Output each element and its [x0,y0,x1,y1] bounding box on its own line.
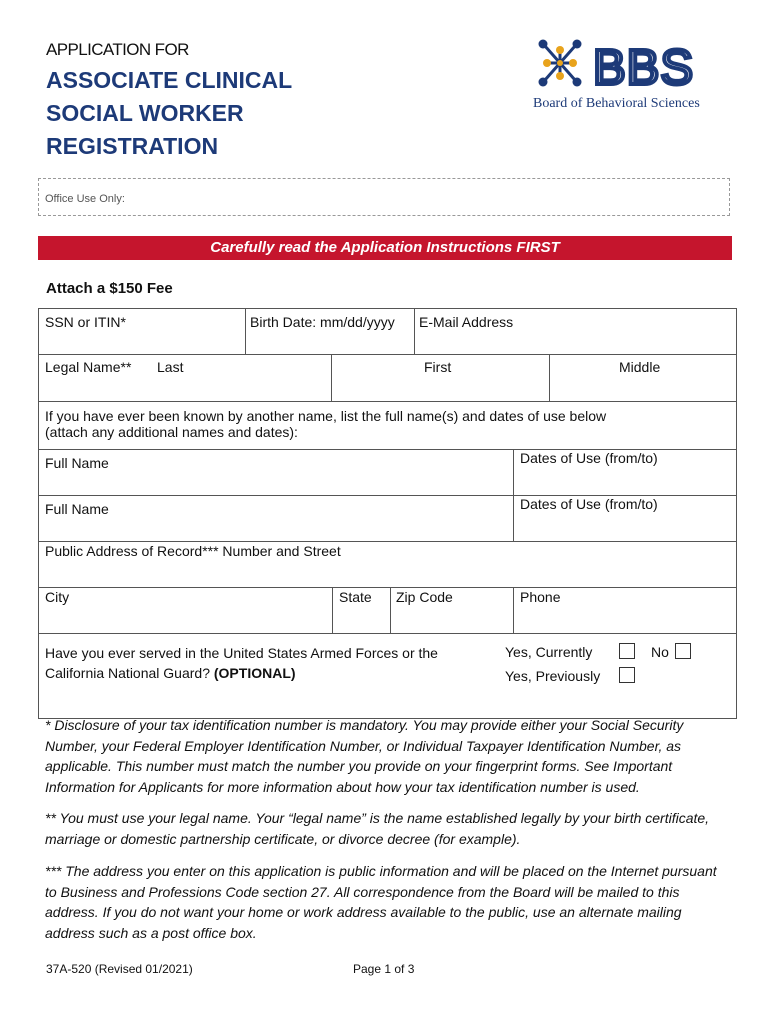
phone-field[interactable]: Phone [520,589,561,605]
title-line-1: ASSOCIATE CLINICAL [46,67,293,93]
yes-currently-checkbox[interactable] [619,643,635,659]
note-legal-name: ** You must use your legal name. Your “legal name” is the name established legally by your birth certificate, marriage or domestic partnership certificate, or divorce decree (for example). [45,810,710,847]
page-number: Page 1 of 3 [353,962,415,976]
military-question [45,643,438,683]
other-names-line-2: (attach any additional names and dates): [45,424,298,440]
form-id: 37A-520 (Revised 01/2021) [46,962,193,976]
full-name-2-field[interactable]: Full Name [45,501,109,517]
military-question-line-2: California National Guard? [45,665,210,681]
yes-previously-label: Yes, Previously [505,668,601,684]
no-checkbox[interactable] [675,643,691,659]
yes-currently-label: Yes, Currently [505,644,593,660]
note-public-address: *** The address you enter on this application is public information and will be placed on the Internet pursuant to Business and Professions Code section 27. All correspondence from the Board will be mailed to this address. If you do not want your home or work address available to the public, use an alternate mailing address such as a post office box. [45,863,717,941]
yes-previously-checkbox[interactable] [619,667,635,683]
legal-name-label: Legal Name** [45,359,132,375]
optional-label: (OPTIONAL) [213,665,296,681]
address-field[interactable]: Public Address of Record*** Number and Street [45,543,341,559]
fee-heading: Attach a $150 Fee [46,280,173,297]
page-title [46,64,292,163]
bbs-logo-text: BBS [593,41,695,95]
dates-of-use-2-field[interactable]: Dates of Use (from/to) [520,496,658,512]
military-question-line-1: Have you ever served in the United States Armed Forces or the [45,645,438,661]
zip-code-field[interactable]: Zip Code [396,589,453,605]
title-line-3: REGISTRATION [46,133,219,159]
ssn-field[interactable]: SSN or ITIN* [45,314,126,330]
other-names-instructions [45,408,606,440]
office-use-box [38,178,730,216]
other-names-line-1: If you have ever been known by another name, list the full name(s) and dates of use below [45,408,607,424]
full-name-1-field[interactable]: Full Name [45,455,109,471]
application-form [38,308,737,719]
no-label: No [651,644,669,660]
bbs-network-icon [535,38,730,96]
office-use-label: Office Use Only: [45,193,125,205]
logo-subtitle: Board of Behavioral Sciences [533,96,700,111]
email-field[interactable]: E-Mail Address [419,314,514,330]
birth-date-field[interactable]: Birth Date: mm/dd/yyyy [250,314,395,330]
application-for-label: APPLICATION FOR [46,40,189,59]
dates-of-use-1-field[interactable]: Dates of Use (from/to) [520,450,658,466]
note-tax-id: * Disclosure of your tax identification number is mandatory. You may provide either your Social Security Number, your Federal Employer Identification Number, or Individual Taxpayer Identification Number, as applicable. This number must match the number you provide on your fingerprint forms. See Important Information for Applicants for more information about how your tax identification number is used. [45,717,684,795]
middle-name-field[interactable]: Middle [619,359,661,375]
state-field[interactable]: State [339,589,372,605]
first-name-field[interactable]: First [424,359,452,375]
instructions-banner: Carefully read the Application Instructions FIRST [38,236,732,260]
title-line-2: SOCIAL WORKER [46,100,244,126]
city-field[interactable]: City [45,589,70,605]
last-name-field[interactable]: Last [157,359,184,375]
